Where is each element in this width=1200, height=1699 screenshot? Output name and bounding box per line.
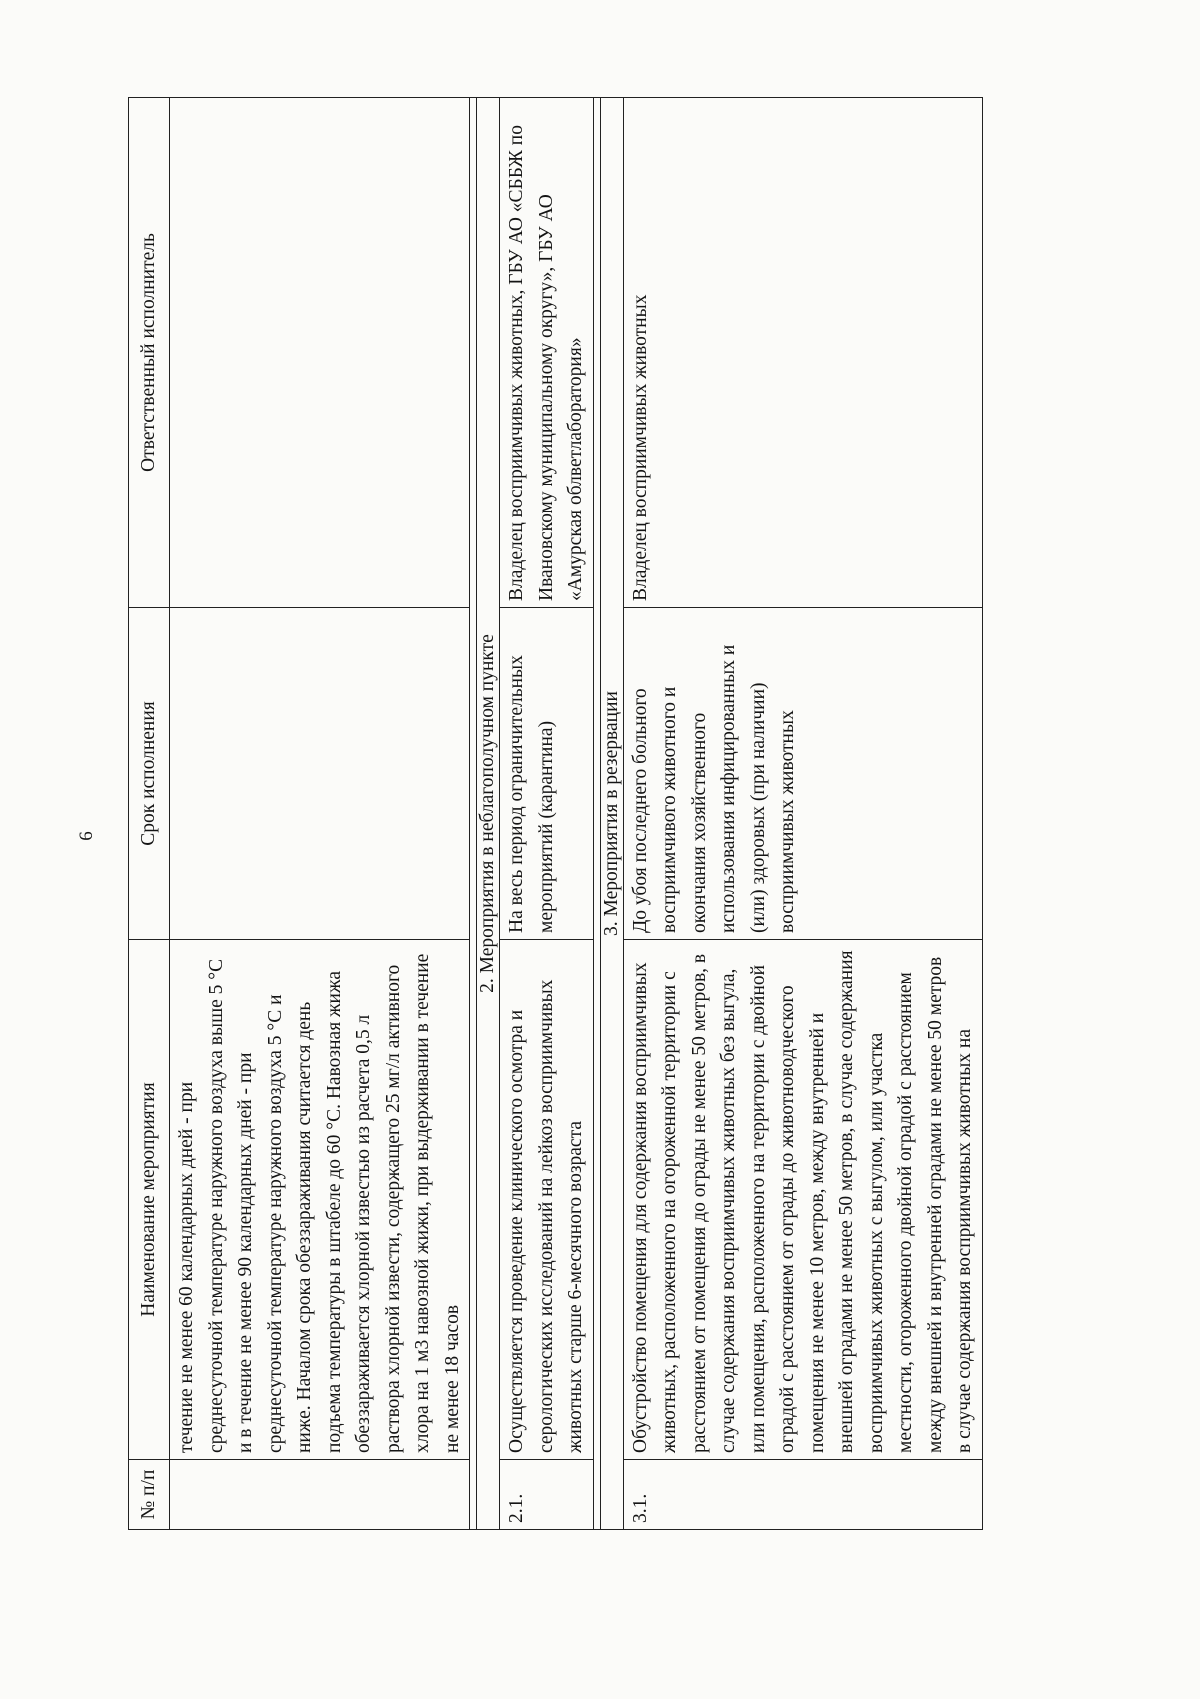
- table-header-row: [129, 98, 170, 1530]
- header-responsible: Ответственный исполнитель: [129, 98, 170, 608]
- section-title-row: [477, 98, 500, 1530]
- rotated-table-container: [128, 98, 1148, 1530]
- section-gap: [470, 98, 477, 1530]
- row-measure-name: Осуществляется проведение клинического осмотра и серологических исследований на лейкоз восприимчивых животных старше 6-месячного возраста: [500, 940, 594, 1460]
- section-3-title: 3. Мероприятия в резервации: [600, 98, 623, 1530]
- header-measure-name: Наименование мероприятия: [129, 940, 170, 1460]
- section-2-title: 2. Мероприятия в неблагополучном пункте: [477, 98, 500, 1530]
- row-responsible: [170, 98, 470, 608]
- table-row: [500, 98, 594, 1530]
- section-gap: [593, 98, 600, 1530]
- page-number: 6: [75, 831, 97, 841]
- row-term: [170, 608, 470, 940]
- table-row: [623, 98, 982, 1530]
- row-measure-name: течение не менее 60 календарных дней - при среднесуточной температуре наружного воздуха выше 5 °С и в течение не менее 90 календарных дней - при среднесуточной температуре наружного воздуха 5 °С и ниже. Началом срока обеззараживания считается день подъема температуры в штабеле до 60 °С. Навозная жижа обеззараживается хлорной известью из расчета 0,5 л раствора хлорной извести, содержащего 25 мг/л активного хлора на 1 м3 навозной жижи, при выдерживании в течение не менее 18 часов: [170, 940, 470, 1460]
- row-number: [170, 1460, 470, 1530]
- table-row: [170, 98, 470, 1530]
- row-responsible: Владелец восприимчивых животных, ГБУ АО «СББЖ по Ивановскому муниципальному округу», ГБУ АО «Амурская облветлаборатория»: [500, 98, 594, 608]
- header-term: Срок исполнения: [129, 608, 170, 940]
- row-number: 2.1.: [500, 1460, 594, 1530]
- header-number: № п/п: [129, 1460, 170, 1530]
- row-number: 3.1.: [623, 1460, 982, 1530]
- row-responsible: Владелец восприимчивых животных: [623, 98, 982, 608]
- row-measure-name: Обустройство помещения для содержания восприимчивых животных, расположенного на огороженной территории с расстоянием от помещения до ограды не менее 50 метров, в случае содержания восприимчивых животных без выгула, или помещения, расположенного на территории с двойной оградой с расстоянием от ограды до животноводческого помещения не менее 10 метров, между внутренней и внешней оградами не менее 50 метров, в случае содержания восприимчивых животных с выгулом, или участка местности, огороженного двойной оградой с расстоянием между внешней и внутренней оградами не менее 50 метров в случае содержания восприимчивых животных на: [623, 940, 982, 1460]
- measures-table: [128, 97, 983, 1530]
- section-title-row: [600, 98, 623, 1530]
- row-term: До убоя последнего больного восприимчивого животного и окончания хозяйственного использования инфицированных и (или) здоровых (при наличии) восприимчивых животных: [623, 608, 982, 940]
- row-term: На весь период ограничительных мероприятий (карантина): [500, 608, 594, 940]
